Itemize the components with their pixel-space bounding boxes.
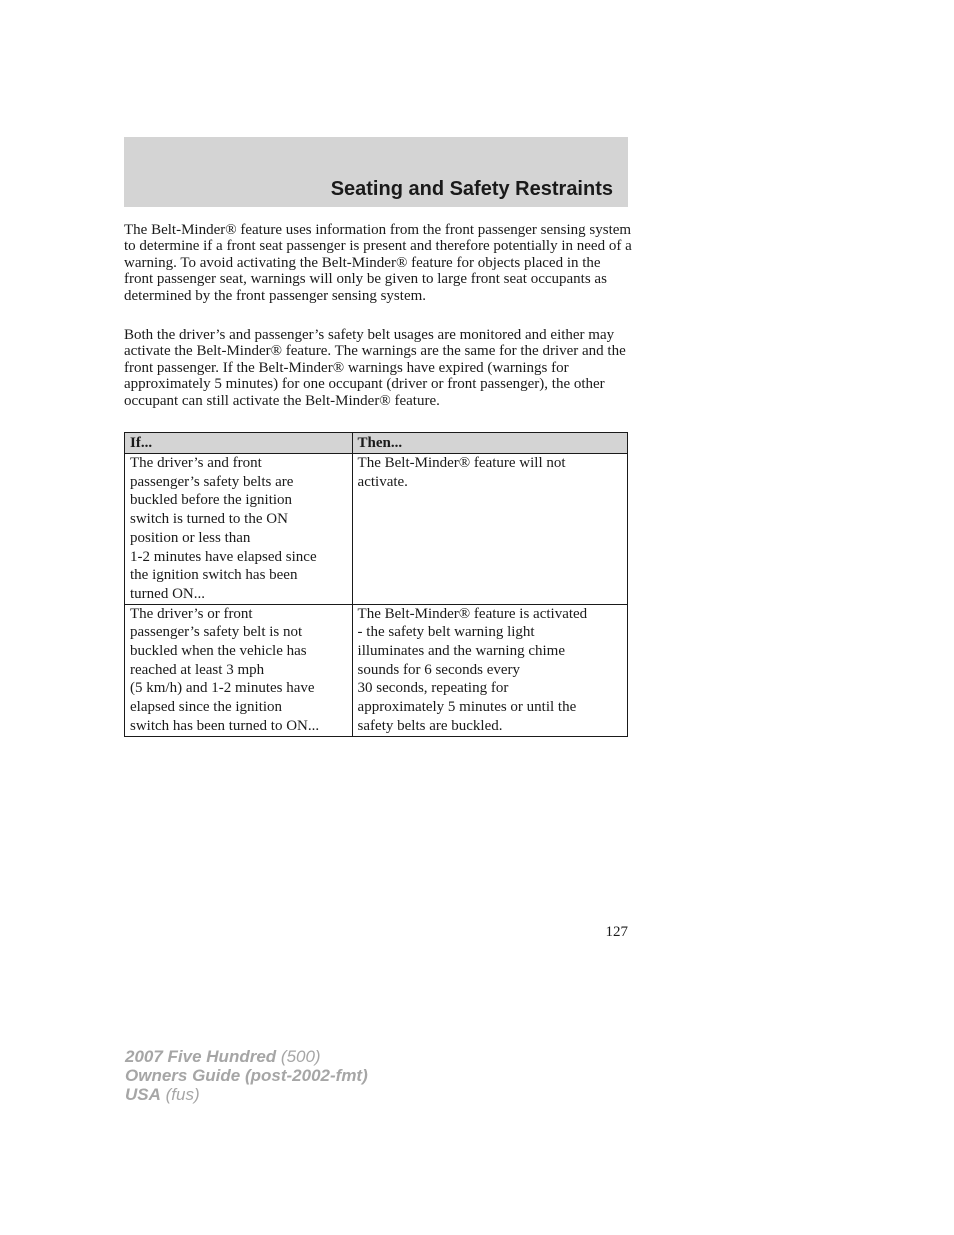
cell-line: 30 seconds, repeating for bbox=[357, 680, 509, 697]
cell-line: passenger’s safety belts are bbox=[130, 473, 294, 490]
cell-line: (5 km/h) and 1-2 minutes have bbox=[130, 680, 315, 697]
cell-line: switch is turned to the ON bbox=[130, 511, 288, 528]
cell-line: illuminates and the warning chime bbox=[357, 643, 565, 660]
cell-line: The Belt-Minder® feature is activated bbox=[357, 605, 588, 622]
section-title: Seating and Safety Restraints bbox=[330, 178, 613, 200]
cell-line: switch has been turned to ON... bbox=[130, 717, 320, 734]
cell-line: activate. bbox=[357, 473, 408, 490]
cell-line: buckled before the ignition bbox=[130, 492, 293, 509]
footer-region-code: (fus) bbox=[165, 1085, 200, 1104]
table-header-then: Then... bbox=[352, 433, 627, 454]
footer-model-name: 2007 Five Hundred bbox=[125, 1047, 277, 1066]
footer-line-model bbox=[125, 1047, 368, 1066]
footer-guide-name: Owners Guide (post-2002-fmt) bbox=[125, 1066, 368, 1085]
footer-line-region bbox=[125, 1085, 368, 1104]
footer-model-code: (500) bbox=[280, 1047, 321, 1066]
cell-line: position or less than bbox=[130, 529, 251, 546]
footer-region: USA bbox=[125, 1085, 161, 1104]
cell-line: passenger’s safety belt is not bbox=[130, 624, 303, 641]
cell-line: - the safety belt warning light bbox=[357, 624, 535, 641]
table-row bbox=[125, 604, 628, 736]
cell-line: The driver’s or front bbox=[130, 605, 253, 622]
table-row bbox=[125, 454, 628, 605]
table-header-if: If... bbox=[125, 433, 353, 454]
cell-line: The driver’s and front bbox=[130, 455, 262, 471]
table-cell-then bbox=[352, 454, 627, 605]
page-number: 127 bbox=[605, 924, 628, 940]
table-cell-if bbox=[125, 604, 353, 736]
table-cell-if bbox=[125, 454, 353, 605]
cell-line: The Belt-Minder® feature will not bbox=[357, 455, 566, 471]
footer-line-guide bbox=[125, 1066, 368, 1085]
table-cell-then bbox=[352, 604, 627, 736]
cell-line: elapsed since the ignition bbox=[130, 699, 283, 716]
cell-line: buckled when the vehicle has bbox=[130, 643, 307, 660]
table-header-row bbox=[125, 433, 628, 454]
cell-line: approximately 5 minutes or until the bbox=[357, 699, 577, 716]
section-header-band bbox=[124, 137, 628, 207]
cell-line: 1-2 minutes have elapsed since bbox=[130, 548, 317, 565]
cell-line: sounds for 6 seconds every bbox=[357, 661, 521, 678]
cell-line: turned ON... bbox=[130, 585, 205, 602]
cell-line: the ignition switch has been bbox=[130, 567, 298, 584]
paragraph-belt-usage-monitoring: Both the driver’s and passenger’s safety belt usages are monitored and either may activate the Belt-Minder® feature. The warnings are the same for the driver and the front passenger. If the Belt-Minder® warnings have expired (warnings for approximately 5 minutes) for one occupant (driver or front passenger), the other occupant can still activate the Belt-Minder® feature. bbox=[124, 327, 626, 409]
document-footer bbox=[125, 1047, 368, 1104]
if-then-table bbox=[124, 432, 628, 737]
cell-line: reached at least 3 mph bbox=[130, 661, 265, 678]
paragraph-belt-minder-intro: The Belt-Minder® feature uses information from the front passenger sensing system to determine if a front seat passenger is present and therefore potentially in need of a warning. To avoid activating the Belt-Minder® feature for objects placed in the front passenger seat, warnings will only be given to large front seat occupants as determined by the front passenger sensing system. bbox=[124, 222, 632, 304]
cell-line: safety belts are buckled. bbox=[357, 717, 503, 734]
